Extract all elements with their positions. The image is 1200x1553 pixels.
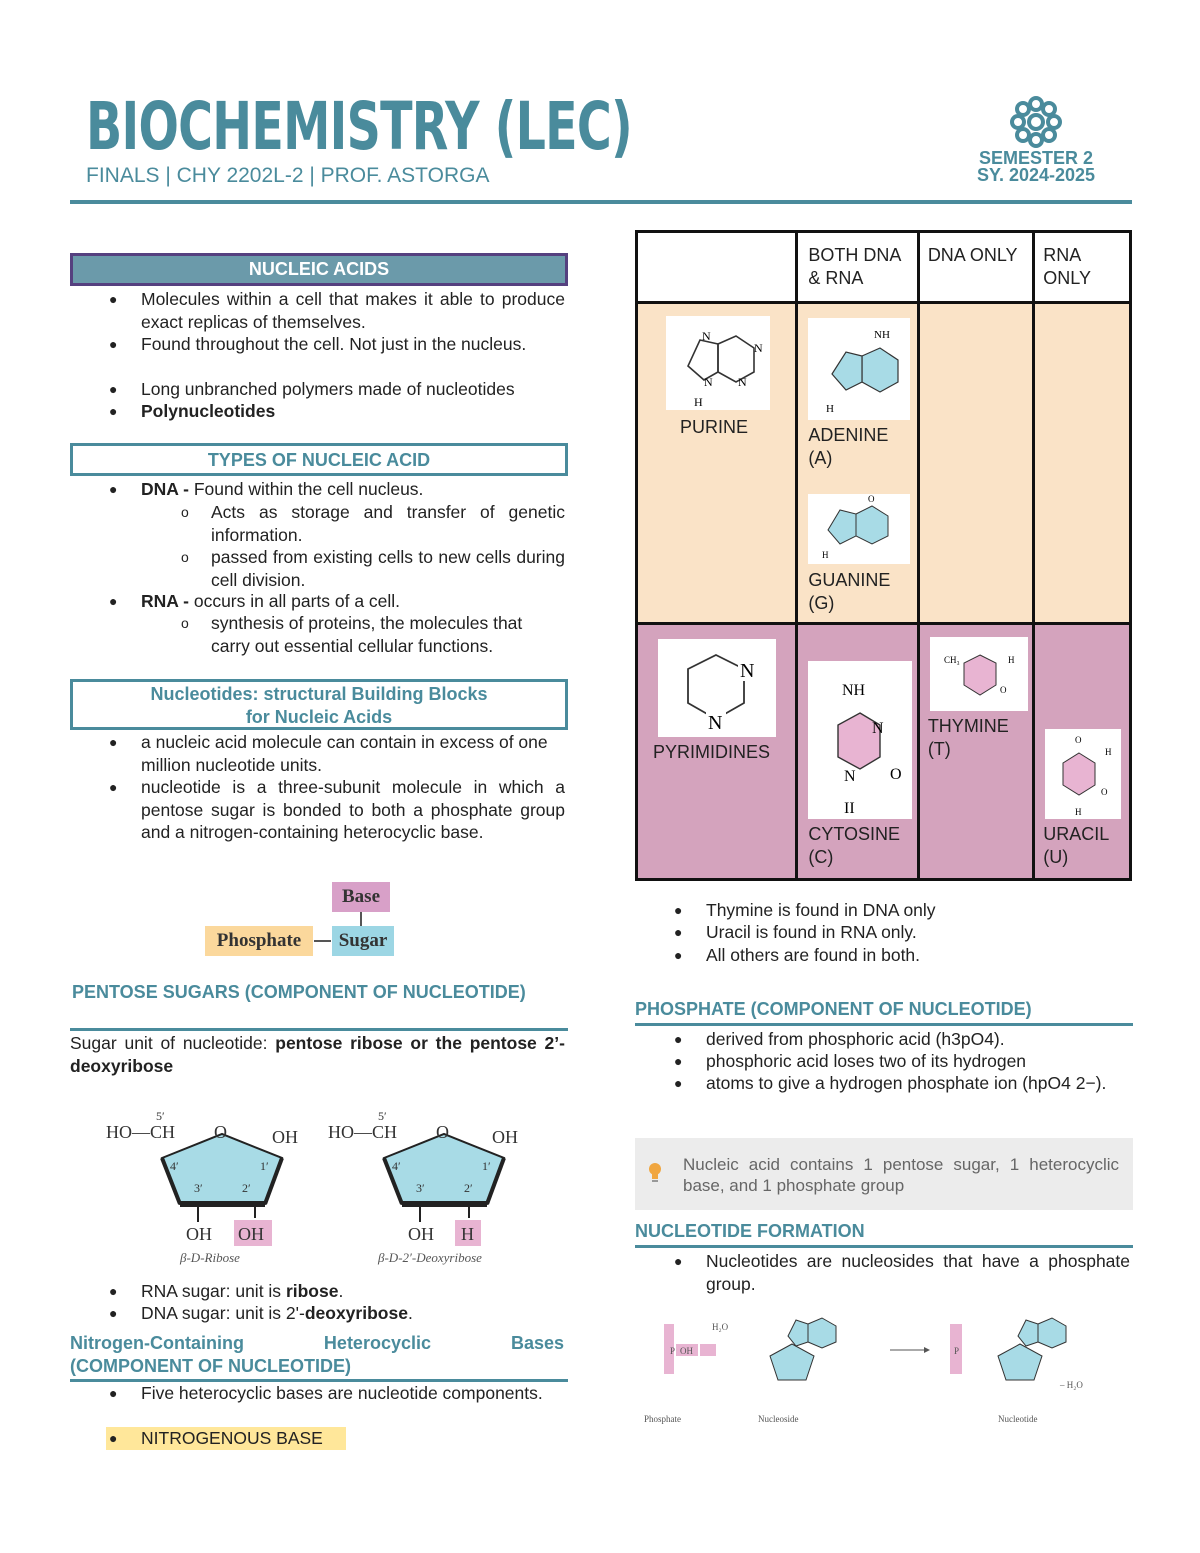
section-divider [70, 1028, 568, 1031]
atom-h: H [826, 403, 835, 415]
list-item: ● Found throughout the cell. Not just in the nucleus. [109, 334, 527, 354]
purine-rna-cell [1034, 303, 1131, 624]
label-c4: 4′ [170, 1159, 179, 1173]
atom-h: II [844, 800, 855, 817]
deoxyribose-structure [328, 1109, 518, 1265]
table-header-both: BOTH DNA & RNA [797, 232, 918, 303]
list-item-highlighted: ● NITROGENOUS BASE [106, 1427, 346, 1450]
atom-n: N [844, 768, 856, 785]
pyrimidine-dna-cell [918, 624, 1033, 880]
label-oh-c3: OH [186, 1224, 212, 1244]
callout-box [635, 1138, 1133, 1210]
nucleic-acids-heading: NUCLEIC ACIDS [70, 253, 568, 286]
thymine-label: THYMINE (T) [927, 716, 1009, 759]
nucleotides-heading [70, 679, 568, 730]
nucleoside-caption: Nucleoside [758, 1414, 799, 1424]
list-item: ● Nucleotides are nucleosides that have a phosphate group. [674, 1251, 1130, 1294]
atom-o: O [868, 494, 875, 504]
atom-h: H [1007, 655, 1015, 665]
nitrogen-heading-line1: Nitrogen-Containing Heterocyclic Bases [70, 1333, 564, 1353]
phosphate-caption: Phosphate [644, 1414, 681, 1424]
atom-n: N [872, 720, 884, 737]
deoxyribose-caption: β-D-2′-Deoxyribose [378, 1250, 482, 1265]
label-oh-c2: OH [238, 1224, 264, 1244]
guanine-structure-icon [808, 494, 910, 564]
atom-o: O [1075, 735, 1082, 745]
list-item: ● Polynucleotides [109, 401, 276, 421]
list-item-dna: ● DNA - Found within the cell nucleus. [109, 479, 424, 499]
section-divider [635, 1023, 1133, 1026]
atom-o: O [999, 685, 1007, 695]
sub-item: o Acts as storage and transfer of genetic information. [181, 502, 565, 545]
list-item: ● Long unbranched polymers made of nucleotides [109, 379, 515, 399]
pyrimidine-cell [637, 624, 797, 880]
list-item: ● Five heterocyclic bases are nucleotide components. [109, 1383, 543, 1403]
connector-line [314, 940, 331, 942]
adenine-label: ADENINE (A) [808, 425, 889, 468]
list-item: ● atoms to give a hydrogen phosphate ion (hpO4 2−). [674, 1073, 1107, 1093]
atom-h: H [694, 395, 703, 409]
pyrimidine-structure-icon [658, 639, 776, 737]
purine-label: PURINE [680, 417, 749, 437]
lightbulb-icon [647, 1162, 663, 1184]
label-c2: 2′ [242, 1181, 251, 1195]
guanine-label: GUANINE (G) [808, 570, 891, 613]
pyrimidines-label: PYRIMIDINES [653, 742, 771, 762]
label-ho-ch2: HO—CH [106, 1122, 176, 1142]
label-ho-ch2: HO—CH [328, 1122, 398, 1142]
purine-structure-icon [666, 316, 770, 410]
page-subtitle: FINALS | CHY 2202L-2 | PROF. ASTORGA [86, 164, 490, 187]
semester-text: SEMESTER 2 [978, 148, 1094, 168]
connector-line [360, 912, 362, 927]
table-header-empty [637, 232, 797, 303]
nucleotide-caption: Nucleotide [998, 1414, 1038, 1424]
ribose-structures [100, 1100, 520, 1270]
atom-o: O [890, 766, 902, 783]
atom-n: N [708, 712, 723, 734]
base-box: Base [332, 882, 390, 912]
purine-dna-cell [918, 303, 1033, 624]
list-item: ● RNA sugar: unit is ribose. [109, 1281, 344, 1301]
uracil-label: URACIL (U) [1043, 824, 1109, 867]
atom-nh2: NH [842, 682, 866, 699]
atom-n: N [740, 660, 755, 682]
water-label: H₂O [712, 1322, 729, 1332]
list-item: ● a nucleic acid molecule can contain in excess of one million nucleotide units. [109, 732, 548, 775]
bases-table [635, 230, 1132, 881]
list-item: ● nucleotide is a three-subunit molecule in which a pentose sugar is bonded to both a phosphate group and a nitrogen-containing heterocyclic base. [109, 777, 565, 842]
pyrimidine-both-cell [797, 624, 918, 880]
cytosine-structure-icon [808, 661, 912, 819]
list-item: ● DNA sugar: unit is 2'-deoxyribose. [109, 1303, 413, 1323]
sugar-box: Sugar [332, 926, 394, 956]
label-c1: 1′ [260, 1159, 269, 1173]
label-c4: 4′ [392, 1159, 401, 1173]
list-item: ● All others are found in both. [674, 945, 921, 965]
atom-n: N [738, 375, 747, 389]
list-item: ● derived from phosphoric acid (h3pO4). [674, 1029, 1005, 1049]
label-ring-o: O [214, 1122, 227, 1142]
atom-h: H [1105, 747, 1112, 757]
table-header-rna: RNA ONLY [1034, 232, 1131, 303]
phosphate-oh-label: OH [680, 1346, 693, 1356]
pyrimidine-rna-cell [1034, 624, 1131, 880]
table-row-pyrimidine [637, 624, 1131, 880]
atom-nh2: NH [874, 329, 891, 341]
callout-text: Nucleic acid contains 1 pentose sugar, 1 heterocyclic base, and 1 phosphate group [683, 1155, 1119, 1195]
label-c2: 2′ [464, 1181, 473, 1195]
purine-both-cell [797, 303, 918, 624]
atom-h: H [822, 550, 829, 560]
nucleotides-heading-line1: Nucleotides: structural Building Blocks [150, 684, 488, 704]
nitrogen-heading-line2: (COMPONENT OF NUCLEOTIDE) [70, 1356, 351, 1376]
section-divider [635, 1245, 1133, 1248]
list-item: ● Thymine is found in DNA only [674, 900, 936, 920]
atom-n: N [754, 341, 763, 355]
flower-logo-icon [1008, 94, 1064, 150]
purine-cell [637, 303, 797, 624]
pentose-intro: Sugar unit of nucleotide: pentose ribose or the pentose 2’-deoxyribose [70, 1033, 565, 1076]
atom-n: N [704, 375, 713, 389]
label-c5: 5′ [378, 1109, 387, 1123]
list-item: ● Uracil is found in RNA only. [674, 922, 917, 942]
nitrogen-heading [70, 1332, 564, 1378]
water-loss-label: – H₂O [1060, 1380, 1083, 1390]
uracil-structure-icon [1045, 729, 1121, 819]
table-header-dna: DNA ONLY [918, 232, 1033, 303]
label-c3: 3′ [416, 1181, 425, 1195]
header-divider [70, 200, 1132, 204]
atom-h: H [1075, 807, 1082, 817]
label-c1: 1′ [482, 1159, 491, 1173]
atom-ch3: CH₃ [943, 655, 960, 665]
list-item-rna: ● RNA - occurs in all parts of a cell. [109, 591, 401, 611]
label-ring-o: O [436, 1122, 449, 1142]
sub-item: o passed from existing cells to new cells during cell division. [181, 547, 565, 590]
table-row-purine [637, 303, 1131, 624]
nucleotide-formation-diagram [640, 1298, 1120, 1428]
semester-label [968, 150, 1104, 184]
label-oh-c1: OH [272, 1127, 298, 1147]
nucleotide-p-label: P [954, 1346, 960, 1356]
cytosine-label: CYTOSINE (C) [808, 824, 901, 867]
page-title: BIOCHEMISTRY (LEC) [86, 88, 633, 165]
nucleotides-heading-line2: for Nucleic Acids [245, 707, 393, 727]
list-item: ● Molecules within a cell that makes it able to produce exact replicas of themselves. [109, 289, 565, 332]
types-heading: TYPES OF NUCLEIC ACID [70, 443, 568, 476]
label-c3: 3′ [194, 1181, 203, 1195]
pentose-heading: PENTOSE SUGARS (COMPONENT OF NUCLEOTIDE) [72, 982, 526, 1002]
nucleotide-diagram [205, 880, 395, 960]
label-oh-c1: OH [492, 1127, 518, 1147]
table-header-row [637, 232, 1131, 303]
atom-n: N [702, 329, 711, 343]
formation-heading: NUCLEOTIDE FORMATION [635, 1221, 865, 1241]
ribose-caption: β-D-Ribose [180, 1250, 240, 1265]
school-year-text: SY. 2024-2025 [976, 165, 1096, 185]
label-c5: 5′ [156, 1109, 165, 1123]
phosphate-box: Phosphate [205, 926, 313, 956]
label-h-c2: H [461, 1224, 474, 1244]
label-oh-c3: OH [408, 1224, 434, 1244]
list-item: ● phosphoric acid loses two of its hydrogen [674, 1051, 1027, 1071]
ribose-structure [106, 1109, 298, 1265]
thymine-structure-icon [930, 637, 1028, 711]
phosphate-p-label: P [670, 1346, 676, 1356]
adenine-structure-icon [808, 318, 910, 420]
atom-o: O [1101, 787, 1108, 797]
phosphate-heading: PHOSPHATE (COMPONENT OF NUCLEOTIDE) [635, 999, 1032, 1019]
sub-item: o synthesis of proteins, the molecules that carry out essential cellular functions. [181, 613, 523, 656]
